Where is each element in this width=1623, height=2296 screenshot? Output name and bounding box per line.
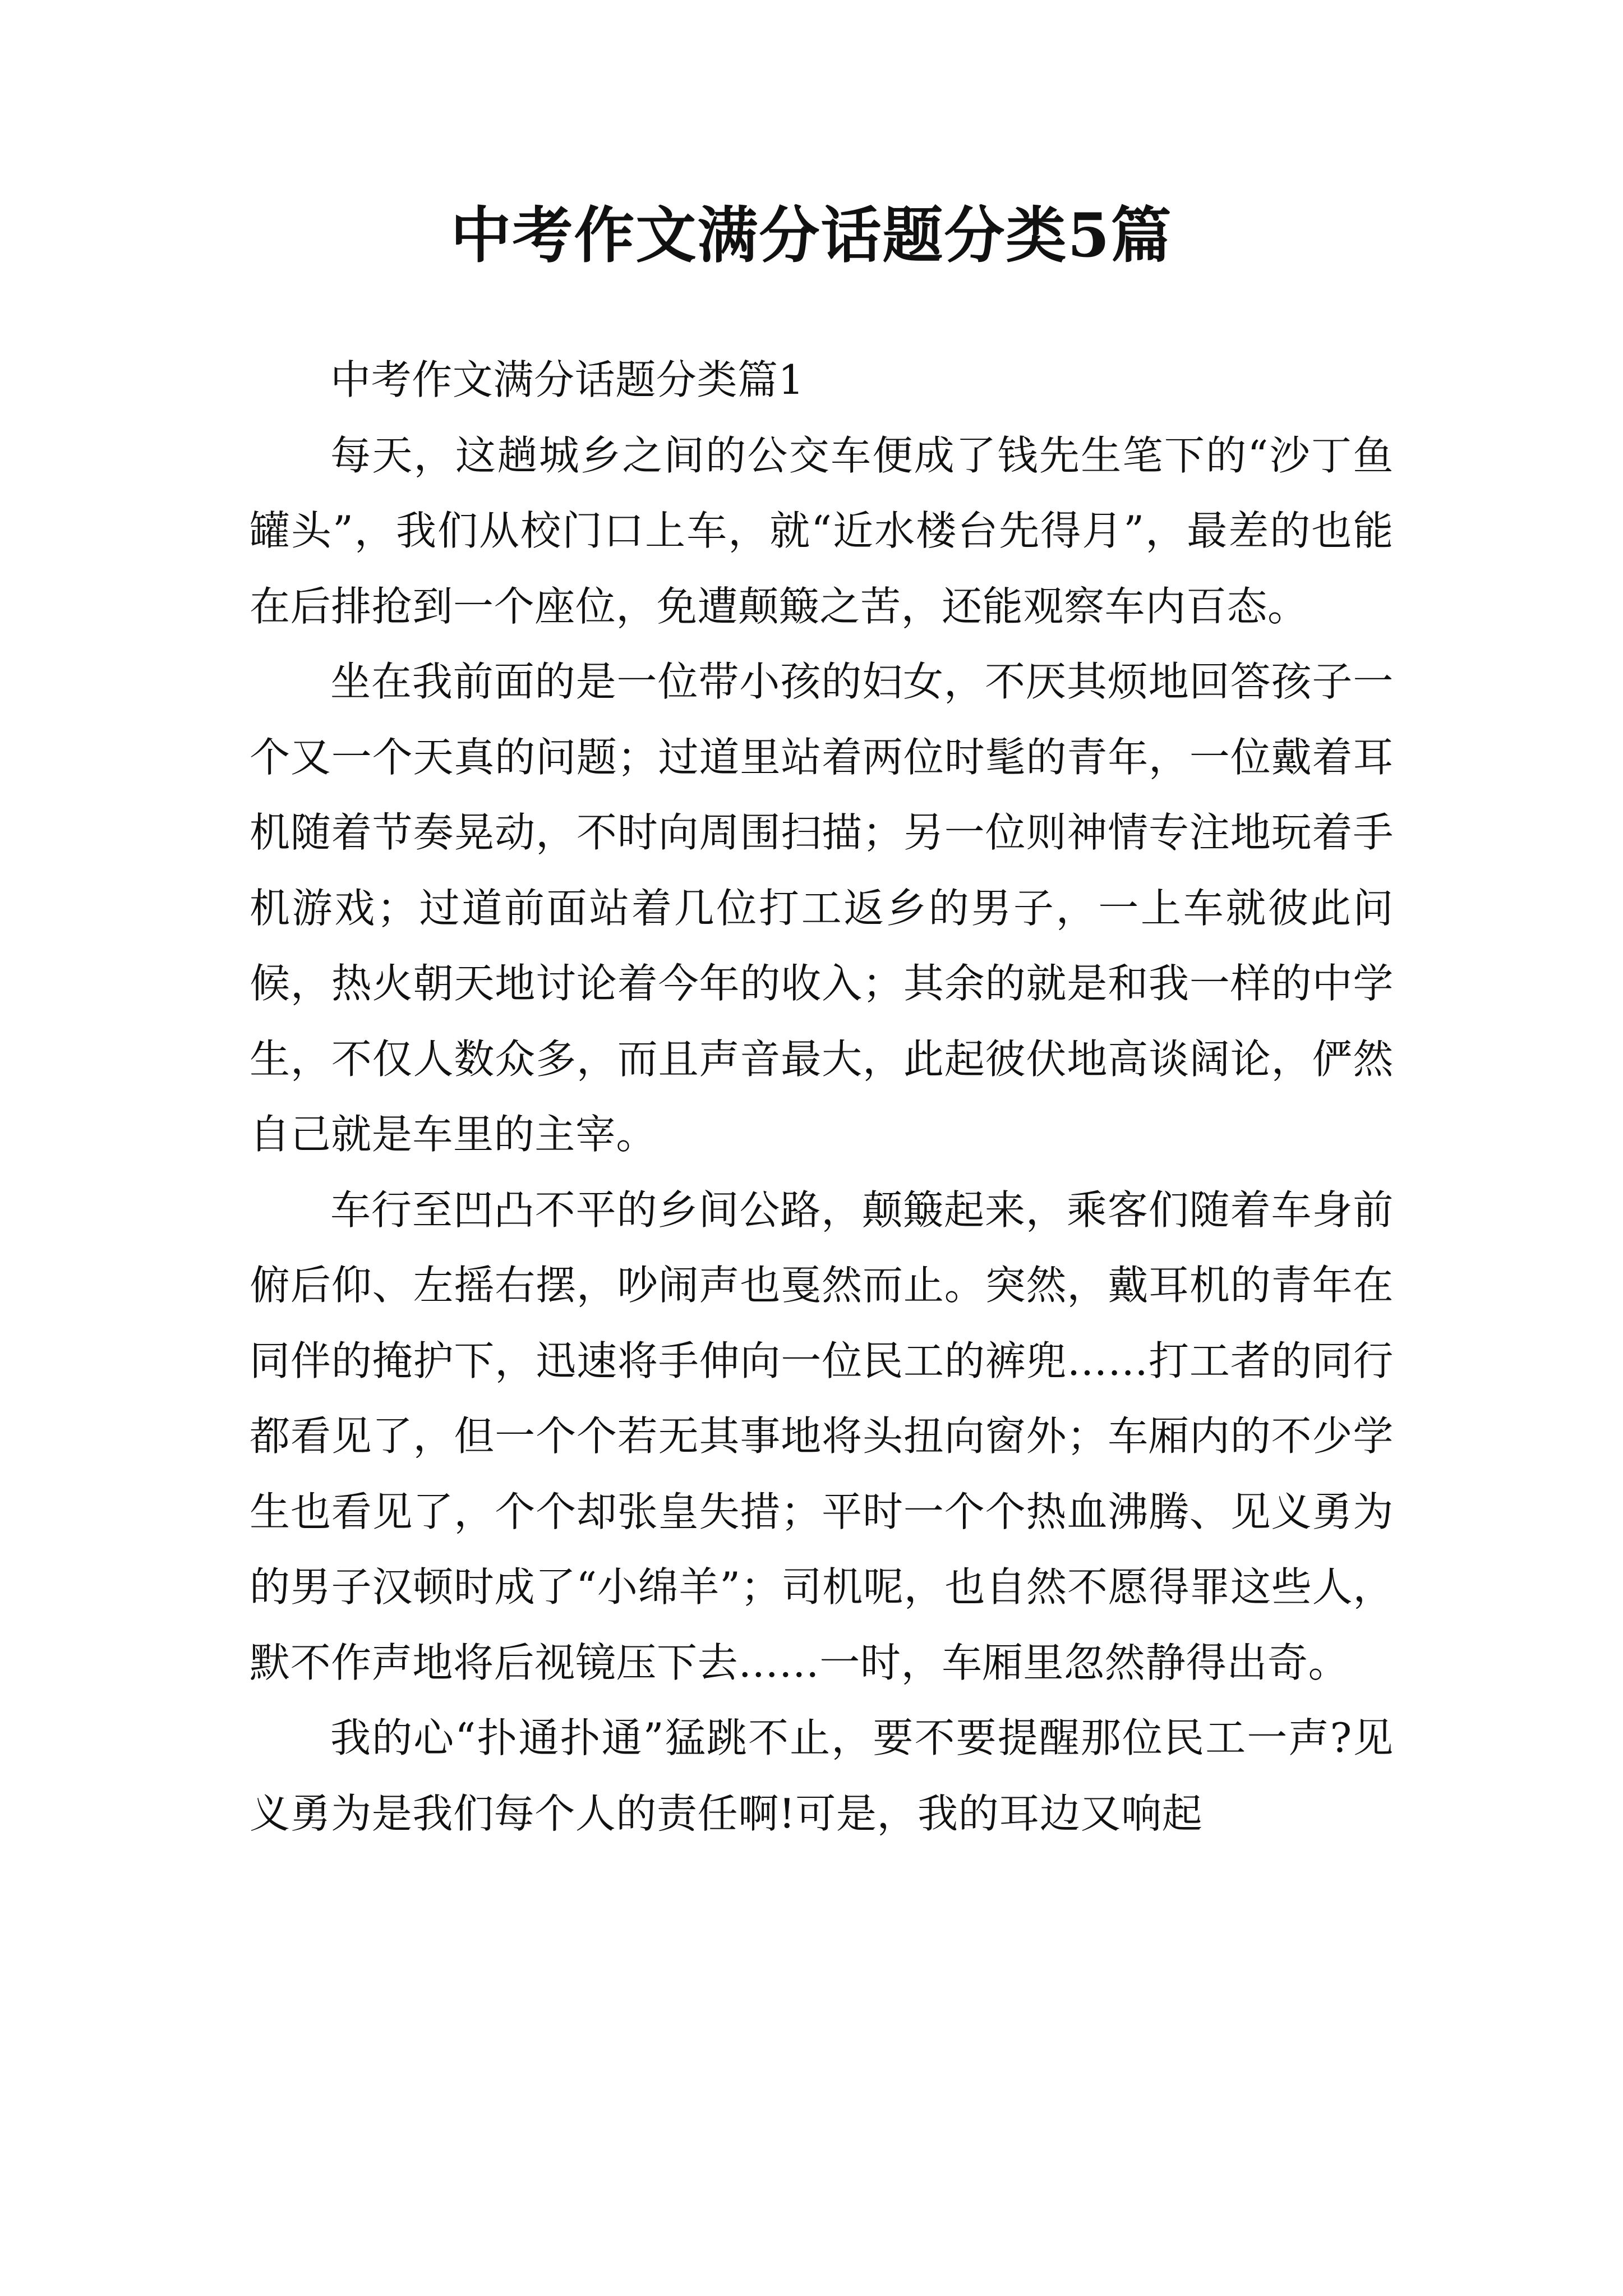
document-title: 中考作文满分话题分类5篇 <box>450 200 1173 271</box>
section-heading: 中考作文满分话题分类篇1 <box>330 356 805 403</box>
paragraph: 每天，这趟城乡之间的公交车便成了钱先生笔下的“沙丁鱼罐头”，我们从校门口上车，就“近水楼台先得月”，最差的也能在后排抢到一个座位，免遭颠簸之苦，还能观察车内百态。 <box>250 431 1394 630</box>
paragraph: 我的心“扑通扑通”猛跳不止，要不要提醒那位民工一声?见义勇为是我们每个人的责任啊!可是，我的耳边又响起 <box>250 1714 1394 1837</box>
paragraph: 坐在我前面的是一位带小孩的妇女，不厌其烦地回答孩子一个又一个天真的问题；过道里站着两位时髦的青年，一位戴着耳机随着节奏晃动，不时向周围扫描；另一位则神情专注地玩着手机游戏；过道前面站着几位打工返乡的男子，一上车就彼此问候，热火朝天地讨论着今年的收入；其余的就是和我一样的中学生，不仅人数众多，而且声音最大，此起彼伏地高谈阔论，俨然自己就是车里的主宰。 <box>250 658 1394 1158</box>
paragraph: 车行至凹凸不平的乡间公路，颠簸起来，乘客们随着车身前俯后仰、左摇右摆，吵闹声也戛然而止。突然，戴耳机的青年在同伴的掩护下，迅速将手伸向一位民工的裤兜……打工者的同行都看见了，但一个个若无其事地将头扭向窗外；车厢内的不少学生也看见了，个个却张皇失措；平时一个个热血沸腾、见义勇为的男子汉顿时成了“小绵羊”；司机呢，也自然不愿得罪这些人，默不作声地将后视镜压下去……一时，车厢里忽然静得出奇。 <box>250 1186 1394 1686</box>
document-body <box>250 342 1394 1851</box>
